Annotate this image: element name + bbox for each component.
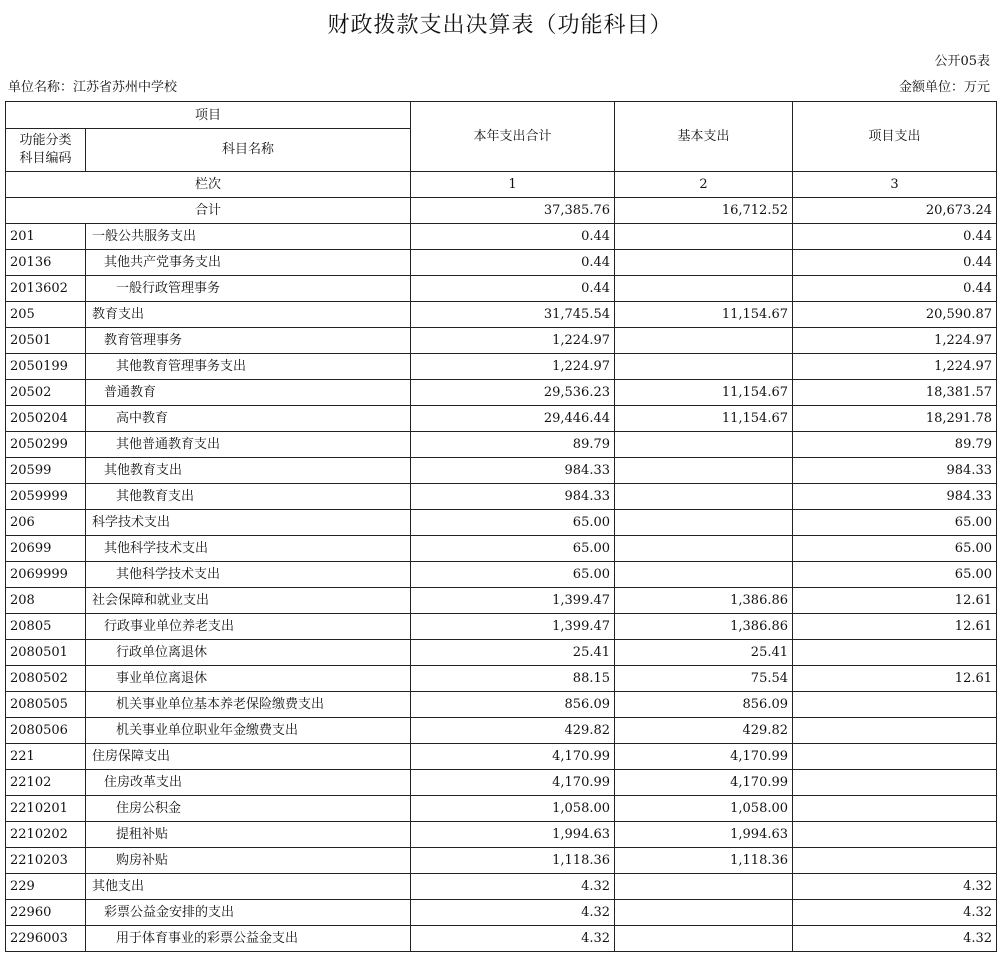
- header-col2: 2: [615, 172, 793, 198]
- row-code: 2210201: [6, 796, 86, 822]
- sum-project: 20,673.24: [793, 198, 997, 224]
- table-row: [6, 302, 997, 328]
- row-basic: 1,386.86: [615, 588, 793, 614]
- row-name: 教育管理事务: [86, 328, 411, 354]
- row-code: 201: [6, 224, 86, 250]
- row-code: 229: [6, 874, 86, 900]
- table-row: [6, 640, 997, 666]
- row-basic: [615, 926, 793, 952]
- row-code: 20136: [6, 250, 86, 276]
- row-project: 0.44: [793, 250, 997, 276]
- row-name: 机关事业单位职业年金缴费支出: [86, 718, 411, 744]
- row-total: 0.44: [411, 250, 615, 276]
- row-total: 0.44: [411, 224, 615, 250]
- row-basic: [615, 354, 793, 380]
- table-row: [6, 510, 997, 536]
- row-total: 1,224.97: [411, 354, 615, 380]
- row-basic: 4,170.99: [615, 770, 793, 796]
- row-project: 984.33: [793, 458, 997, 484]
- row-project: 18,291.78: [793, 406, 997, 432]
- row-basic: [615, 484, 793, 510]
- sum-basic: 16,712.52: [615, 198, 793, 224]
- row-code: 22102: [6, 770, 86, 796]
- unit-name: 单位名称：江苏省苏州中学校: [8, 80, 178, 95]
- row-name: 其他教育管理事务支出: [86, 354, 411, 380]
- row-project: 12.61: [793, 588, 997, 614]
- row-project: 4.32: [793, 874, 997, 900]
- row-name: 事业单位离退休: [86, 666, 411, 692]
- row-project: [793, 770, 997, 796]
- row-project: 4.32: [793, 926, 997, 952]
- row-total: 65.00: [411, 562, 615, 588]
- row-basic: 25.41: [615, 640, 793, 666]
- row-total: 29,536.23: [411, 380, 615, 406]
- row-name: 其他科学技术支出: [86, 536, 411, 562]
- row-name: 住房改革支出: [86, 770, 411, 796]
- table-row: [6, 926, 997, 952]
- table-row: [6, 692, 997, 718]
- header-column-index: 栏次: [6, 172, 411, 198]
- row-basic: [615, 328, 793, 354]
- row-code: 20502: [6, 380, 86, 406]
- row-basic: [615, 276, 793, 302]
- table-row: [6, 614, 997, 640]
- row-basic: 11,154.67: [615, 380, 793, 406]
- row-total: 4.32: [411, 900, 615, 926]
- header-code-line1: 功能分类: [19, 133, 72, 148]
- sum-total: 37,385.76: [411, 198, 615, 224]
- row-name: 高中教育: [86, 406, 411, 432]
- row-project: 65.00: [793, 536, 997, 562]
- form-number: 公开05表: [934, 54, 990, 69]
- row-name: 科学技术支出: [86, 510, 411, 536]
- row-project: [793, 718, 997, 744]
- table-row: [6, 770, 997, 796]
- table-row: [6, 666, 997, 692]
- row-basic: [615, 874, 793, 900]
- row-total: 429.82: [411, 718, 615, 744]
- header-total: 本年支出合计: [411, 102, 615, 172]
- row-total: 4,170.99: [411, 770, 615, 796]
- row-code: 20599: [6, 458, 86, 484]
- row-basic: 1,386.86: [615, 614, 793, 640]
- row-project: [793, 822, 997, 848]
- table-row: [6, 900, 997, 926]
- row-name: 其他共产党事务支出: [86, 250, 411, 276]
- table-row: [6, 328, 997, 354]
- row-total: 1,994.63: [411, 822, 615, 848]
- row-code: 2080506: [6, 718, 86, 744]
- row-basic: 856.09: [615, 692, 793, 718]
- row-code: 2080502: [6, 666, 86, 692]
- row-total: 984.33: [411, 458, 615, 484]
- header-item: 项目: [6, 102, 411, 129]
- row-name: 其他普通教育支出: [86, 432, 411, 458]
- row-project: 65.00: [793, 562, 997, 588]
- row-basic: 1,994.63: [615, 822, 793, 848]
- row-name: 行政单位离退休: [86, 640, 411, 666]
- row-code: 205: [6, 302, 86, 328]
- row-name: 一般行政管理事务: [86, 276, 411, 302]
- row-project: [793, 640, 997, 666]
- row-code: 208: [6, 588, 86, 614]
- table-row: [6, 224, 997, 250]
- row-project: [793, 744, 997, 770]
- table-body: [6, 224, 997, 952]
- table-row: [6, 406, 997, 432]
- row-code: 2210202: [6, 822, 86, 848]
- row-project: 0.44: [793, 276, 997, 302]
- header-col3: 3: [793, 172, 997, 198]
- row-total: 0.44: [411, 276, 615, 302]
- row-basic: 11,154.67: [615, 302, 793, 328]
- row-code: 22960: [6, 900, 86, 926]
- row-basic: 429.82: [615, 718, 793, 744]
- row-basic: 11,154.67: [615, 406, 793, 432]
- row-project: [793, 692, 997, 718]
- row-code: 221: [6, 744, 86, 770]
- row-total: 1,399.47: [411, 614, 615, 640]
- row-name: 教育支出: [86, 302, 411, 328]
- row-name: 其他科学技术支出: [86, 562, 411, 588]
- table-row: [6, 744, 997, 770]
- row-name: 普通教育: [86, 380, 411, 406]
- row-code: 2080501: [6, 640, 86, 666]
- row-name: 彩票公益金安排的支出: [86, 900, 411, 926]
- row-name: 社会保障和就业支出: [86, 588, 411, 614]
- row-total: 1,118.36: [411, 848, 615, 874]
- table-row: [6, 562, 997, 588]
- row-name: 其他教育支出: [86, 458, 411, 484]
- table-row: [6, 848, 997, 874]
- row-name: 购房补贴: [86, 848, 411, 874]
- row-name: 行政事业单位养老支出: [86, 614, 411, 640]
- row-total: 1,224.97: [411, 328, 615, 354]
- row-project: 1,224.97: [793, 328, 997, 354]
- row-name: 机关事业单位基本养老保险缴费支出: [86, 692, 411, 718]
- header-code-line2: 科目编码: [19, 151, 72, 166]
- table-row: [6, 588, 997, 614]
- row-name: 一般公共服务支出: [86, 224, 411, 250]
- header-name: 科目名称: [86, 129, 411, 172]
- header-col1: 1: [411, 172, 615, 198]
- row-project: 89.79: [793, 432, 997, 458]
- table-row: [6, 354, 997, 380]
- table-header: [6, 102, 997, 224]
- table-row: [6, 380, 997, 406]
- row-basic: [615, 432, 793, 458]
- table-row: [6, 250, 997, 276]
- row-project: 12.61: [793, 666, 997, 692]
- row-basic: [615, 458, 793, 484]
- row-code: 2013602: [6, 276, 86, 302]
- row-basic: 1,058.00: [615, 796, 793, 822]
- row-basic: [615, 562, 793, 588]
- row-code: 2050204: [6, 406, 86, 432]
- row-project: 0.44: [793, 224, 997, 250]
- amount-unit: 金额单位：万元: [898, 80, 990, 95]
- row-basic: [615, 900, 793, 926]
- table-row: [6, 276, 997, 302]
- row-basic: 1,118.36: [615, 848, 793, 874]
- row-project: [793, 848, 997, 874]
- row-project: 20,590.87: [793, 302, 997, 328]
- row-code: 206: [6, 510, 86, 536]
- row-basic: 75.54: [615, 666, 793, 692]
- row-total: 65.00: [411, 536, 615, 562]
- row-total: 984.33: [411, 484, 615, 510]
- row-code: 2059999: [6, 484, 86, 510]
- row-basic: [615, 224, 793, 250]
- row-total: 1,058.00: [411, 796, 615, 822]
- table-row: [6, 718, 997, 744]
- row-project: [793, 796, 997, 822]
- table-row: [6, 536, 997, 562]
- row-project: 984.33: [793, 484, 997, 510]
- row-name: 提租补贴: [86, 822, 411, 848]
- row-total: 4.32: [411, 926, 615, 952]
- row-code: 20805: [6, 614, 86, 640]
- report-title: 财政拨款支出决算表（功能科目）: [327, 13, 673, 38]
- row-name: 其他教育支出: [86, 484, 411, 510]
- row-code: 2080505: [6, 692, 86, 718]
- row-name: 住房保障支出: [86, 744, 411, 770]
- row-total: 25.41: [411, 640, 615, 666]
- row-project: 1,224.97: [793, 354, 997, 380]
- row-total: 4,170.99: [411, 744, 615, 770]
- table-row: [6, 458, 997, 484]
- row-project: 18,381.57: [793, 380, 997, 406]
- row-name: 用于体育事业的彩票公益金支出: [86, 926, 411, 952]
- row-total: 29,446.44: [411, 406, 615, 432]
- row-total: 856.09: [411, 692, 615, 718]
- table-row: [6, 432, 997, 458]
- row-code: 20699: [6, 536, 86, 562]
- row-basic: [615, 510, 793, 536]
- sum-label: 合计: [6, 198, 411, 224]
- row-total: 89.79: [411, 432, 615, 458]
- row-total: 65.00: [411, 510, 615, 536]
- row-code: 20501: [6, 328, 86, 354]
- row-name: 其他支出: [86, 874, 411, 900]
- table-row: [6, 796, 997, 822]
- expenditure-table: [5, 101, 997, 952]
- row-project: 12.61: [793, 614, 997, 640]
- table-row: [6, 874, 997, 900]
- row-basic: [615, 536, 793, 562]
- row-total: 1,399.47: [411, 588, 615, 614]
- row-code: 2210203: [6, 848, 86, 874]
- table-row: [6, 484, 997, 510]
- row-code: 2050299: [6, 432, 86, 458]
- row-project: 65.00: [793, 510, 997, 536]
- header-project: 项目支出: [793, 102, 997, 172]
- header-basic: 基本支出: [615, 102, 793, 172]
- row-name: 住房公积金: [86, 796, 411, 822]
- row-total: 31,745.54: [411, 302, 615, 328]
- row-code: 2050199: [6, 354, 86, 380]
- row-basic: [615, 250, 793, 276]
- table-row: [6, 822, 997, 848]
- row-basic: 4,170.99: [615, 744, 793, 770]
- header-code: [6, 129, 86, 172]
- row-total: 88.15: [411, 666, 615, 692]
- row-total: 4.32: [411, 874, 615, 900]
- row-code: 2296003: [6, 926, 86, 952]
- row-project: 4.32: [793, 900, 997, 926]
- row-code: 2069999: [6, 562, 86, 588]
